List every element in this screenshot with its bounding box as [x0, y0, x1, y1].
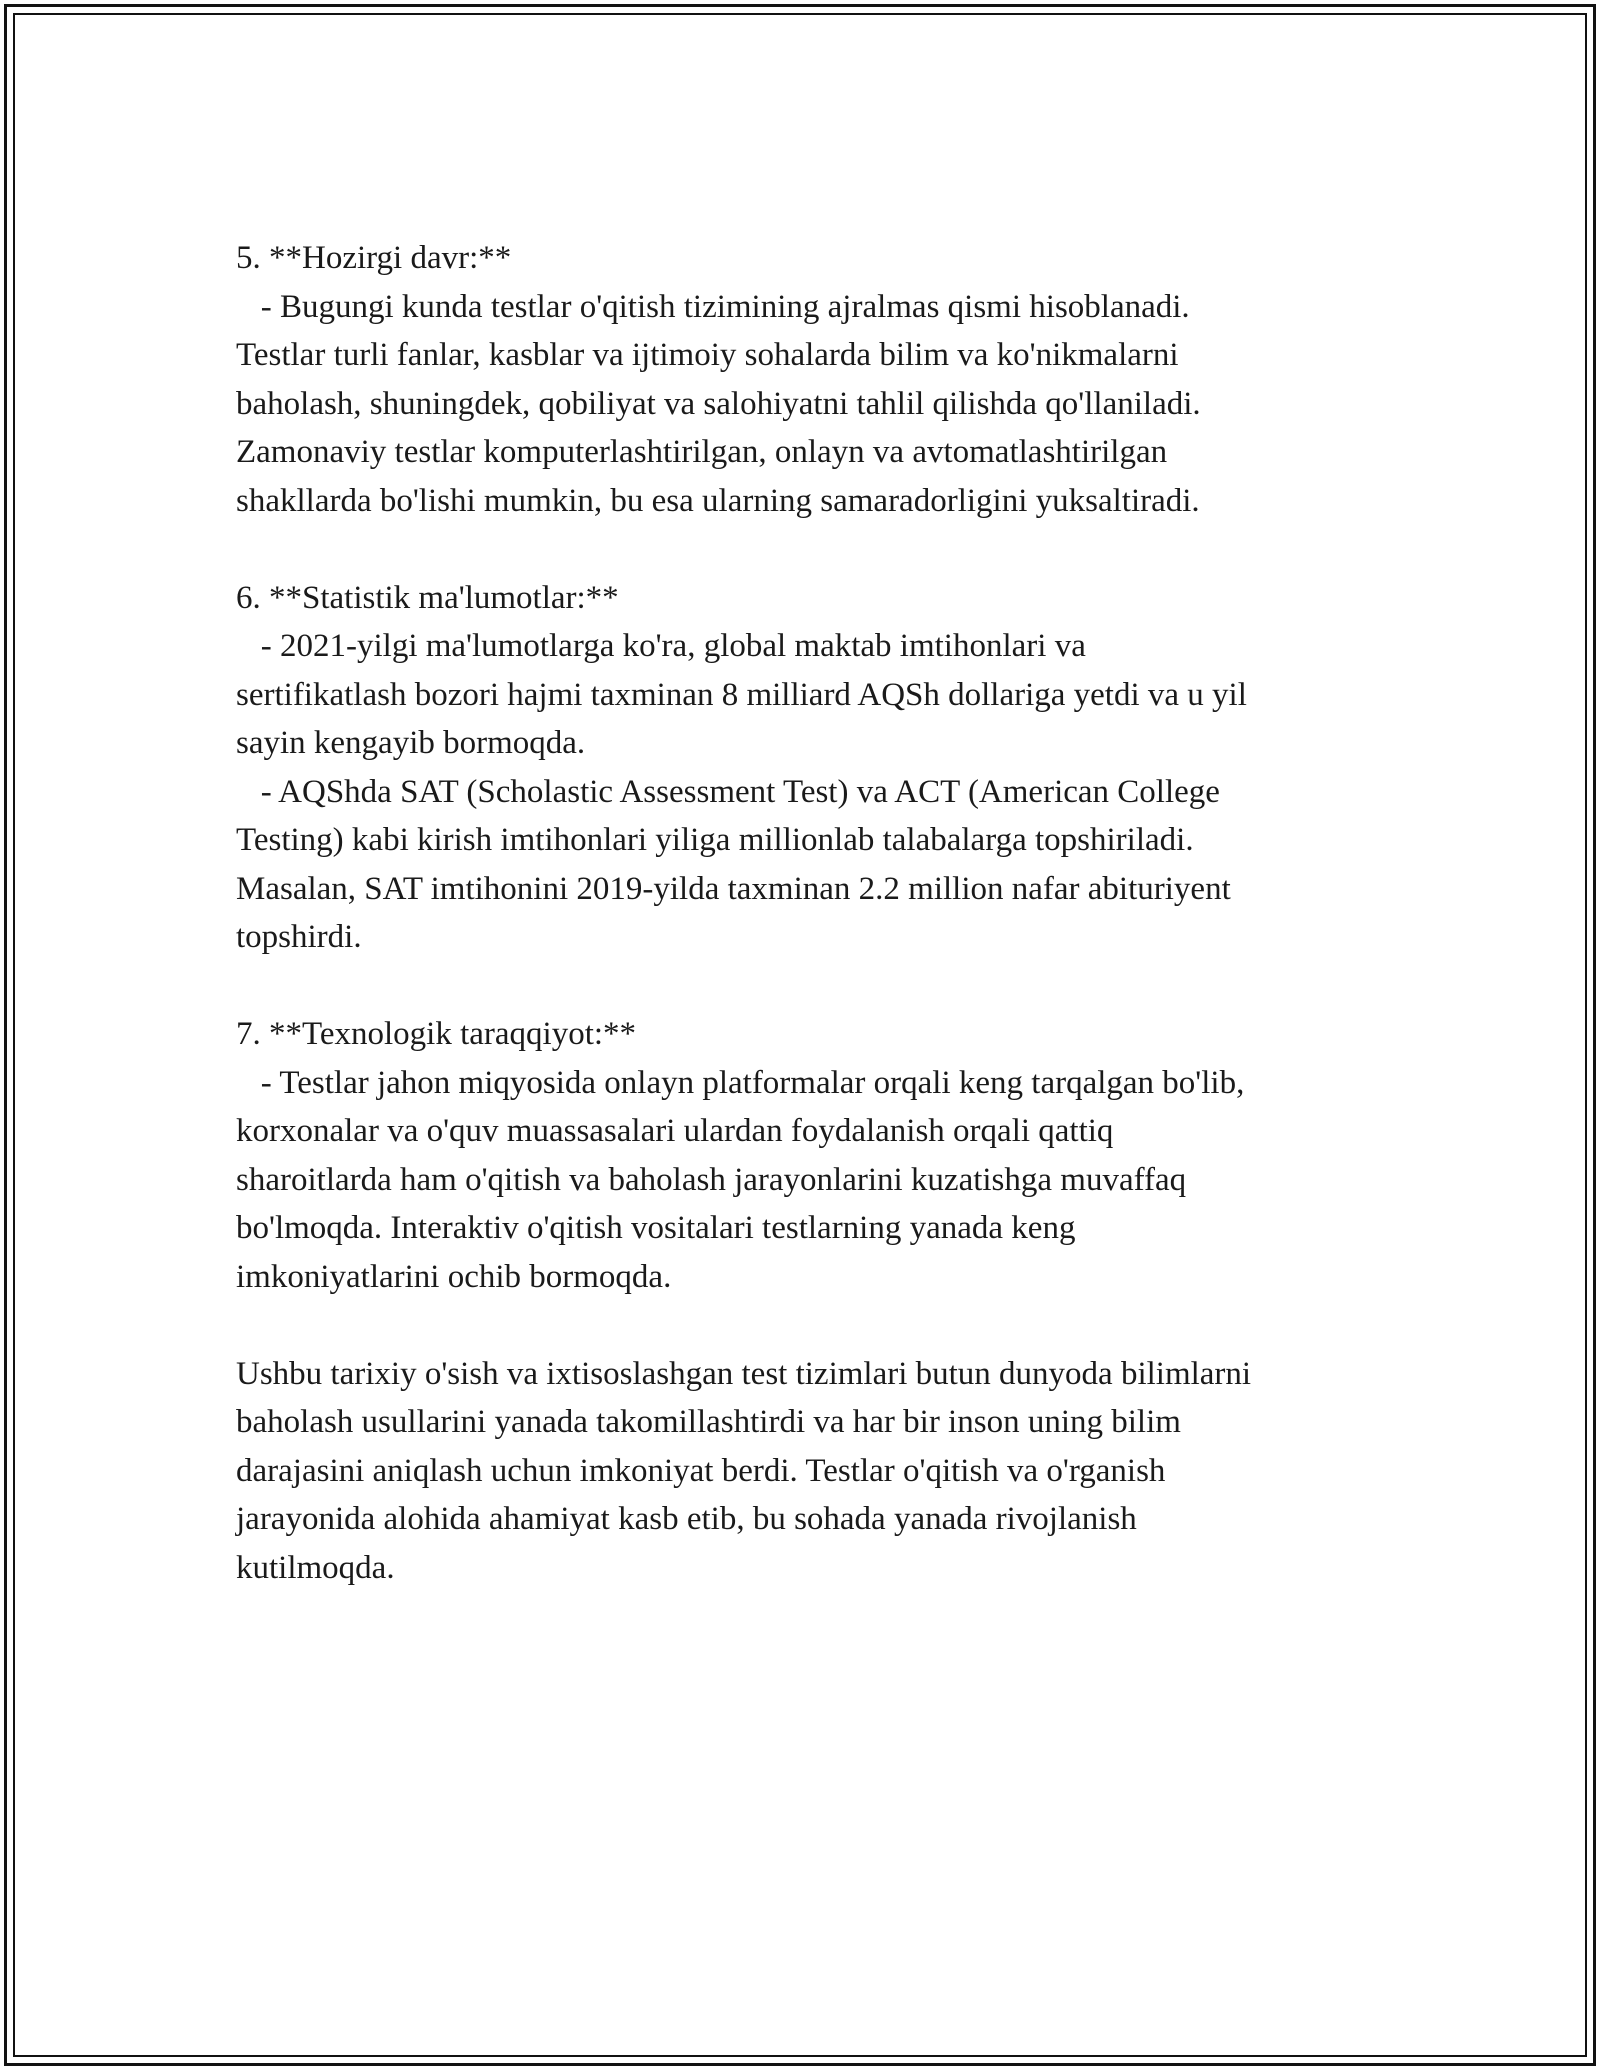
- section-7-bullet: - Testlar jahon miqyosida onlayn platformalar orqali keng tarqalgan bo'lib, korxonalar va o'quv muassasalari ulardan foydalanish orqali qattiq sharoitlarda ham o'qitish va baholash jarayonlarini kuzatishga muvaffaq bo'lmoqda. Interaktiv o'qitish vositalari testlarning yanada keng imkoniyatlarini ochib bormoqda.: [236, 1064, 1245, 1295]
- spacer: [236, 525, 1416, 574]
- section-6-heading: 6. **Statistik ma'lumotlar:**: [236, 579, 619, 616]
- section-5-bullet: - Bugungi kunda testlar o'qitish tizimining ajralmas qismi hisoblanadi. Testlar turli fanlar, kasblar va ijtimoiy sohalarda bilim va ko'nikmalarni baholash, shuningdek, qobiliyat va salohiyatni tahlil qilishda qo'llaniladi. Zamonaviy testlar komputerlashtirilgan, onlayn va avtomatlashtirilgan shakllarda bo'lishi mumkin, bu esa ularning samaradorligini yuksaltiradi.: [236, 288, 1201, 519]
- section-5-heading: 5. **Hozirgi davr:**: [236, 240, 512, 276]
- section-6-bullet-1: - 2021-yilgi ma'lumotlarga ko'ra, global maktab imtihonlari va sertifikatlash bozori hajmi taxminan 8 milliard AQSh dollariga yetdi va u yil sayin kengayib bormoqda.: [236, 628, 1247, 761]
- section-7-heading: 7. **Texnologik taraqqiyot:**: [236, 1016, 637, 1052]
- spacer: [236, 1301, 1416, 1350]
- spacer: [236, 962, 1416, 1011]
- conclusion-paragraph: Ushbu tarixiy o'sish va ixtisoslashgan test tizimlari butun dunyoda bilimlarni baholash usullarini yanada takomillashtirdi va har bir inson uning bilim darajasini aniqlash uchun imkoniyat berdi. Testlar o'qitish va o'rganish jarayonida alohida ahamiyat kasb etib, bu sohada yanada rivojlanish kutilmoqda.: [236, 1355, 1252, 1586]
- section-6-bullet-2: - AQShda SAT (Scholastic Assessment Test) va ACT (American College Testing) kabi kirish imtihonlari yiliga millionlab talabalarga topshiriladi. Masalan, SAT imtihonini 2019-yilda taxminan 2.2 million nafar abituriyent topshirdi.: [236, 773, 1231, 955]
- document-body: [236, 234, 1416, 1592]
